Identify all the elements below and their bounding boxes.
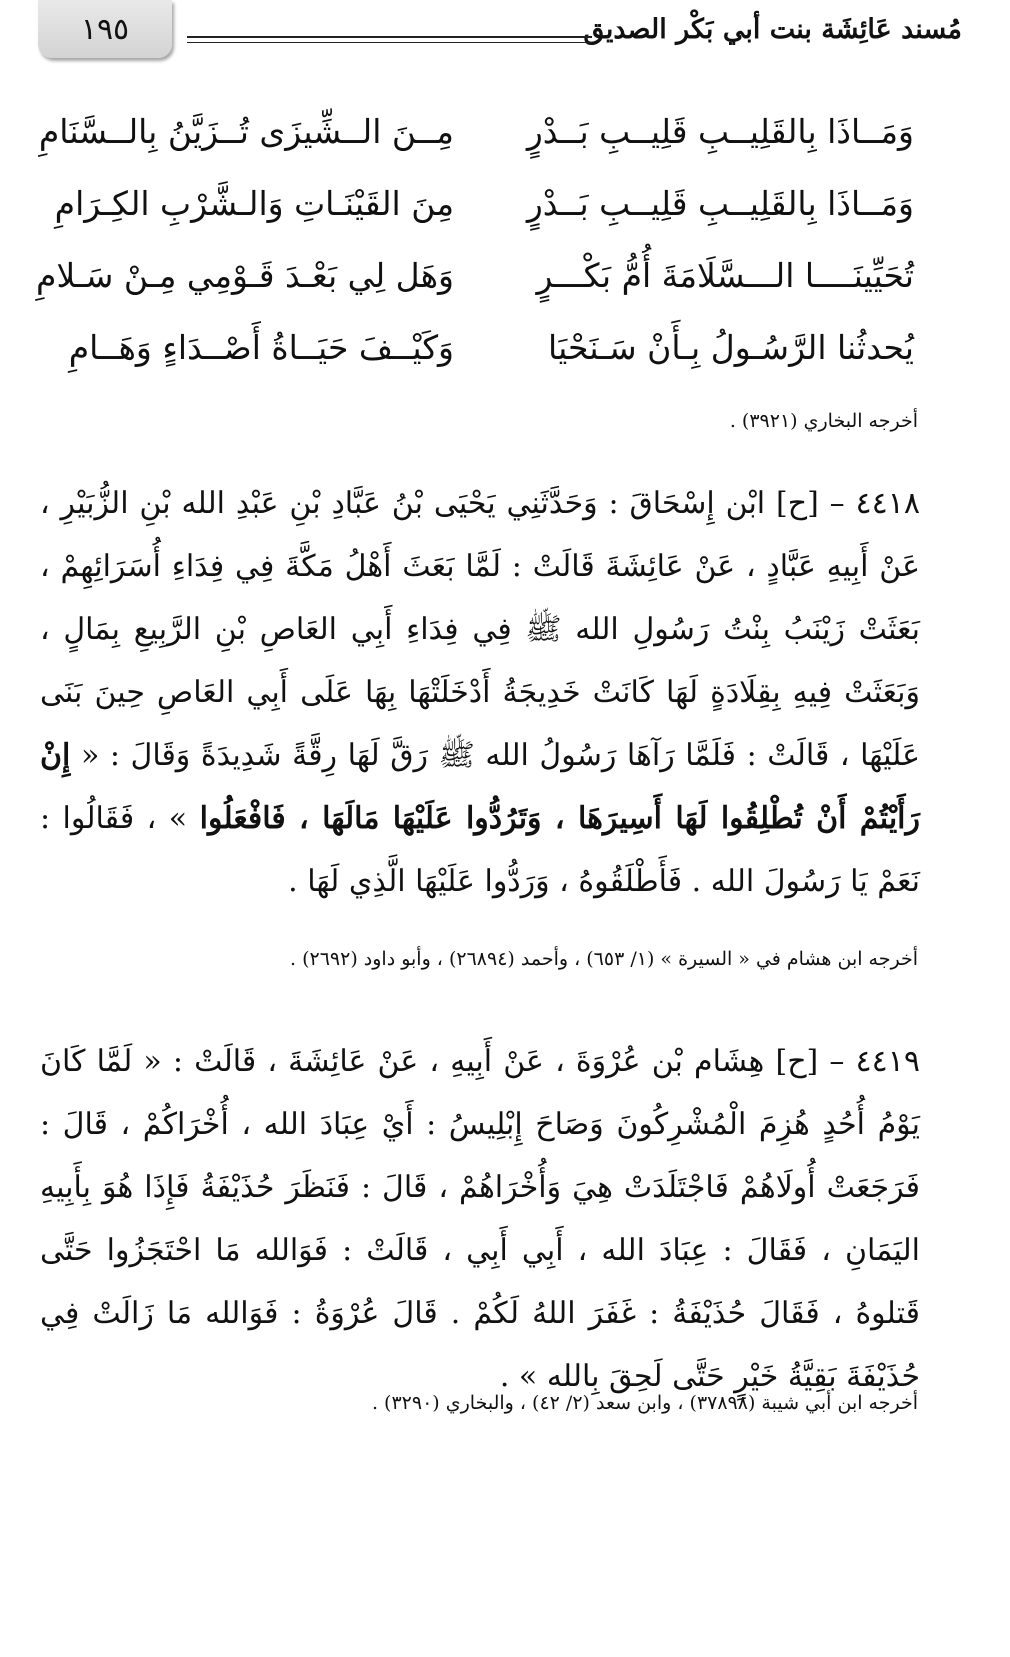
verse — [54, 167, 914, 239]
hemistich-second: مِــنَ الــشِّيزَى تُــزَيَّنُ بِالــسَّنَامِ — [38, 111, 454, 151]
hemistich-first: يُحدثُنا الرَّسُـولُ بِـأَنْ سَـنَحْيَا — [548, 327, 914, 367]
hadith-4419 — [40, 1030, 920, 1408]
hadith-number: ٤٤١٨ – [ح] — [776, 486, 920, 521]
verse — [35, 239, 914, 311]
hemistich-first: تُحَيِّينَــــا الـــسَّلَامَةَ أُمُّ بَكْـــرٍ — [536, 255, 914, 295]
poem-footnote: أخرجه البخاري (٣٩٢١) . — [729, 410, 918, 432]
verse — [38, 95, 914, 167]
hemistich-first: وَمَــاذَا بِالقَلِيــبِ قَلِيــبِ بَــدْرٍ — [526, 183, 914, 223]
hadith-text-end: » ، فَقَالُوا : نَعَمْ يَا رَسُولَ الله . فَأَطْلَقُوهُ ، وَرَدُّوا عَلَيْهَا الَّذِي لَهَا . — [40, 801, 920, 899]
poem — [35, 95, 914, 383]
hadith-text: ابْن إِسْحَاقَ : وَحَدَّثَنِي يَحْيَى بْنُ عَبَّادِ بْنِ عَبْدِ الله بْنِ الزُّبَيْرِ ، عَنْ أَبِيهِ عَبَّادٍ ، عَنْ عَائِشَةَ قَالَتْ : لَمَّا بَعَثَ أَهْلُ مَكَّةَ فِي فِدَاءِ أُسَرَائِهِمْ ، بَعَثَتْ زَيْنَبُ بِنْتُ رَسُولِ الله ﷺ فِي فِدَاءِ أَبِي العَاصِ بْنِ الرَّبِيعِ بِمَالٍ ، وَبَعَثَتْ فِيهِ بِقِلَادَةٍ لَهَا كَانَتْ خَدِيجَةُ أَدْخَلَتْهَا بِهَا عَلَى أَبِي العَاصِ حِينَ بَنَى عَلَيْهَا ، قَالَتْ : فَلَمَّا رَآهَا رَسُولُ الله ﷺ رَقَّ لَهَا رِقَّةً شَدِيدَةً وَقَالَ : « — [40, 486, 920, 773]
header-rule — [187, 36, 592, 43]
hadith-4418-footnote: أخرجه ابن هشام في « السيرة » (١/ ٦٥٣) ، وأحمد (٢٦٨٩٤) ، وأبو داود (٢٦٩٢) . — [290, 948, 918, 970]
hadith-4419-footnote: أخرجه ابن أبي شيبة (٣٧٨٩٨) ، وابن سعد (٢/ ٤٢) ، والبخاري (٣٢٩٠) . — [371, 1392, 918, 1414]
hadith-4418 — [40, 472, 920, 913]
prophet-saying: إِنْ رَأَيْتُمْ أَنْ تُطْلِقُوا لَهَا أَسِيرَهَا ، وَتَرُدُّوا عَلَيْهَا مَالَهَا ، فَافْعَلُوا — [40, 738, 920, 836]
page-header — [0, 0, 1010, 78]
hadith-text: هِشَام بْن عُرْوَةَ ، عَنْ أَبِيهِ ، عَنْ عَائِشَةَ ، قَالَتْ : « لَمَّا كَانَ يَوْمُ أُحُدٍ هُزِمَ الْمُشْرِكُونَ وَصَاحَ إِبْلِيسُ : أَيْ عِبَادَ الله ، أُخْرَاكُمْ ، قَالَ : فَرَجَعَتْ أُولَاهُمْ فَاجْتَلَدَتْ هِيَ وَأُخْرَاهُمْ ، قَالَ : فَنَظَرَ حُذَيْفَةُ فَإِذَا هُوَ بِأَبِيهِ اليَمَانِ ، فَقَالَ : عِبَادَ الله ، أَبِي أَبِي ، قَالَتْ : فَوَالله مَا احْتَجَزُوا حَتَّى قَتلوهُ ، فَقَالَ حُذَيْفَةُ : غَفَرَ اللهُ لَكُمْ . قَالَ عُرْوَةُ : فَوَالله مَا زَالَتْ فِي حُذَيْفَةَ بَقِيَّةُ خَيْرٍ حَتَّى لَحِقَ بِالله » . — [40, 1044, 920, 1394]
hemistich-second: وَهَل لِي بَعْـدَ قَـوْمِي مِـنْ سَـلامِ — [35, 255, 454, 295]
hemistich-second: وَكَيْــفَ حَيَــاةُ أَصْــدَاءٍ وَهَــامِ — [68, 327, 454, 367]
hadith-number: ٤٤١٩ – [ح] — [775, 1044, 920, 1079]
page-number: ١٩٥ — [38, 0, 172, 58]
running-title: مُسند عَائِشَة بنت أبي بَكْر الصديق — [583, 14, 962, 45]
hemistich-first: وَمَــاذَا بِالقَلِيــبِ قَلِيــبِ بَــدْرٍ — [526, 111, 914, 151]
hemistich-second: مِنَ القَيْنَـاتِ وَالـشَّرْبِ الكِـرَامِ — [54, 183, 454, 223]
verse — [68, 311, 914, 383]
